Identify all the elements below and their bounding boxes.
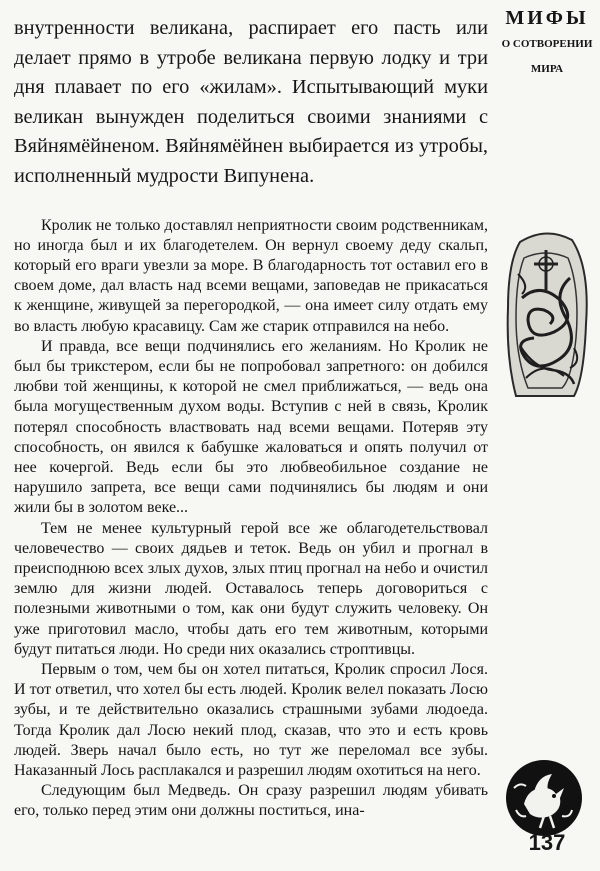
sidebar: [494, 0, 600, 871]
body-paragraph: Кролик не только доставлял неприятности своим родственникам, но иногда был и их благодетелем. Он вернул своему деду скальп, который его враги увезли за море. В благодарность тот оставил его в своем доме, дал власть над всеми вещами, заповедав не прикасаться к женщине, живущей за перегородкой, — она имеет силу отдать ему во власть любую красавицу. Сам же старик отправился на небо.: [14, 216, 488, 335]
body-text: [14, 216, 488, 822]
section-title: МИФЫ: [505, 7, 589, 29]
body-paragraph: Тем не менее культурный герой все же облагодетельствовал человечество — своих дядьев и теток. Ведь он убил и прогнал в преисподнюю всех злых духов, злых птиц прогнал на небо и очистил землю для жизни людей. Оставалось теперь договориться с полезными животными о том, как они будут служить человеку. Он уже приготовил масло, чтобы дать его тем животным, которыми будут питаться люди. Но среди них оказались строптивцы.: [14, 519, 488, 658]
body-paragraph: И правда, все вещи подчинялись его желаниям. Но Кролик не был бы трикстером, если бы не попробовал запретного: он добился любви той женщины, к которой не смел приближаться, — ведь она была могущественным духом воды. Вступив с ней в связь, Кролик потерял способность властвовать над всеми вещами. Потеряв эту способность, он явился к бабушке жаловаться и опять получил от нее кочергой. Ведь если бы это любвеобильное создание не нарушило запрета, все вещи сами подчинялись бы людям и они жили бы в золотом веке...: [14, 337, 488, 517]
section-subtitle: О СОТВОРЕНИИ: [501, 38, 593, 50]
intro-paragraph: внутренности великана, распирает его пасть или делает прямо в утробе великана первую лодку и три дня плавает по его «жилам». Испытывающий муки великан вынужден поделиться своими знаниями с Вяйнямёйненом. Вяйнямёйнен выбирается из утробы, исполненный мудрости Випунена.: [14, 17, 488, 187]
bird-emblem-icon: [504, 758, 584, 838]
page-number: 137: [528, 830, 566, 855]
runestone-illustration: [500, 228, 592, 400]
body-paragraph: Первым о том, чем бы он хотел питаться, Кролик спросил Лося. И тот ответил, что хотел бы есть людей. Кролик велел показать Лосю зубы, и те действительно оказались страшными зубами людоеда. Тогда Кролик дал Лосю некий плод, сказав, что это и есть кровь людей. Зверь начал было есть, но тут же переломал все зубы. Наказанный Лось расплакался и разрешил людям охотиться на него.: [14, 661, 488, 780]
main-column: [14, 0, 488, 822]
body-paragraph: Следующим был Медведь. Он сразу разрешил людям убивать его, только перед этим они должны поститься, ина-: [14, 782, 488, 820]
section-subtitle-2: МИРА: [530, 63, 564, 75]
